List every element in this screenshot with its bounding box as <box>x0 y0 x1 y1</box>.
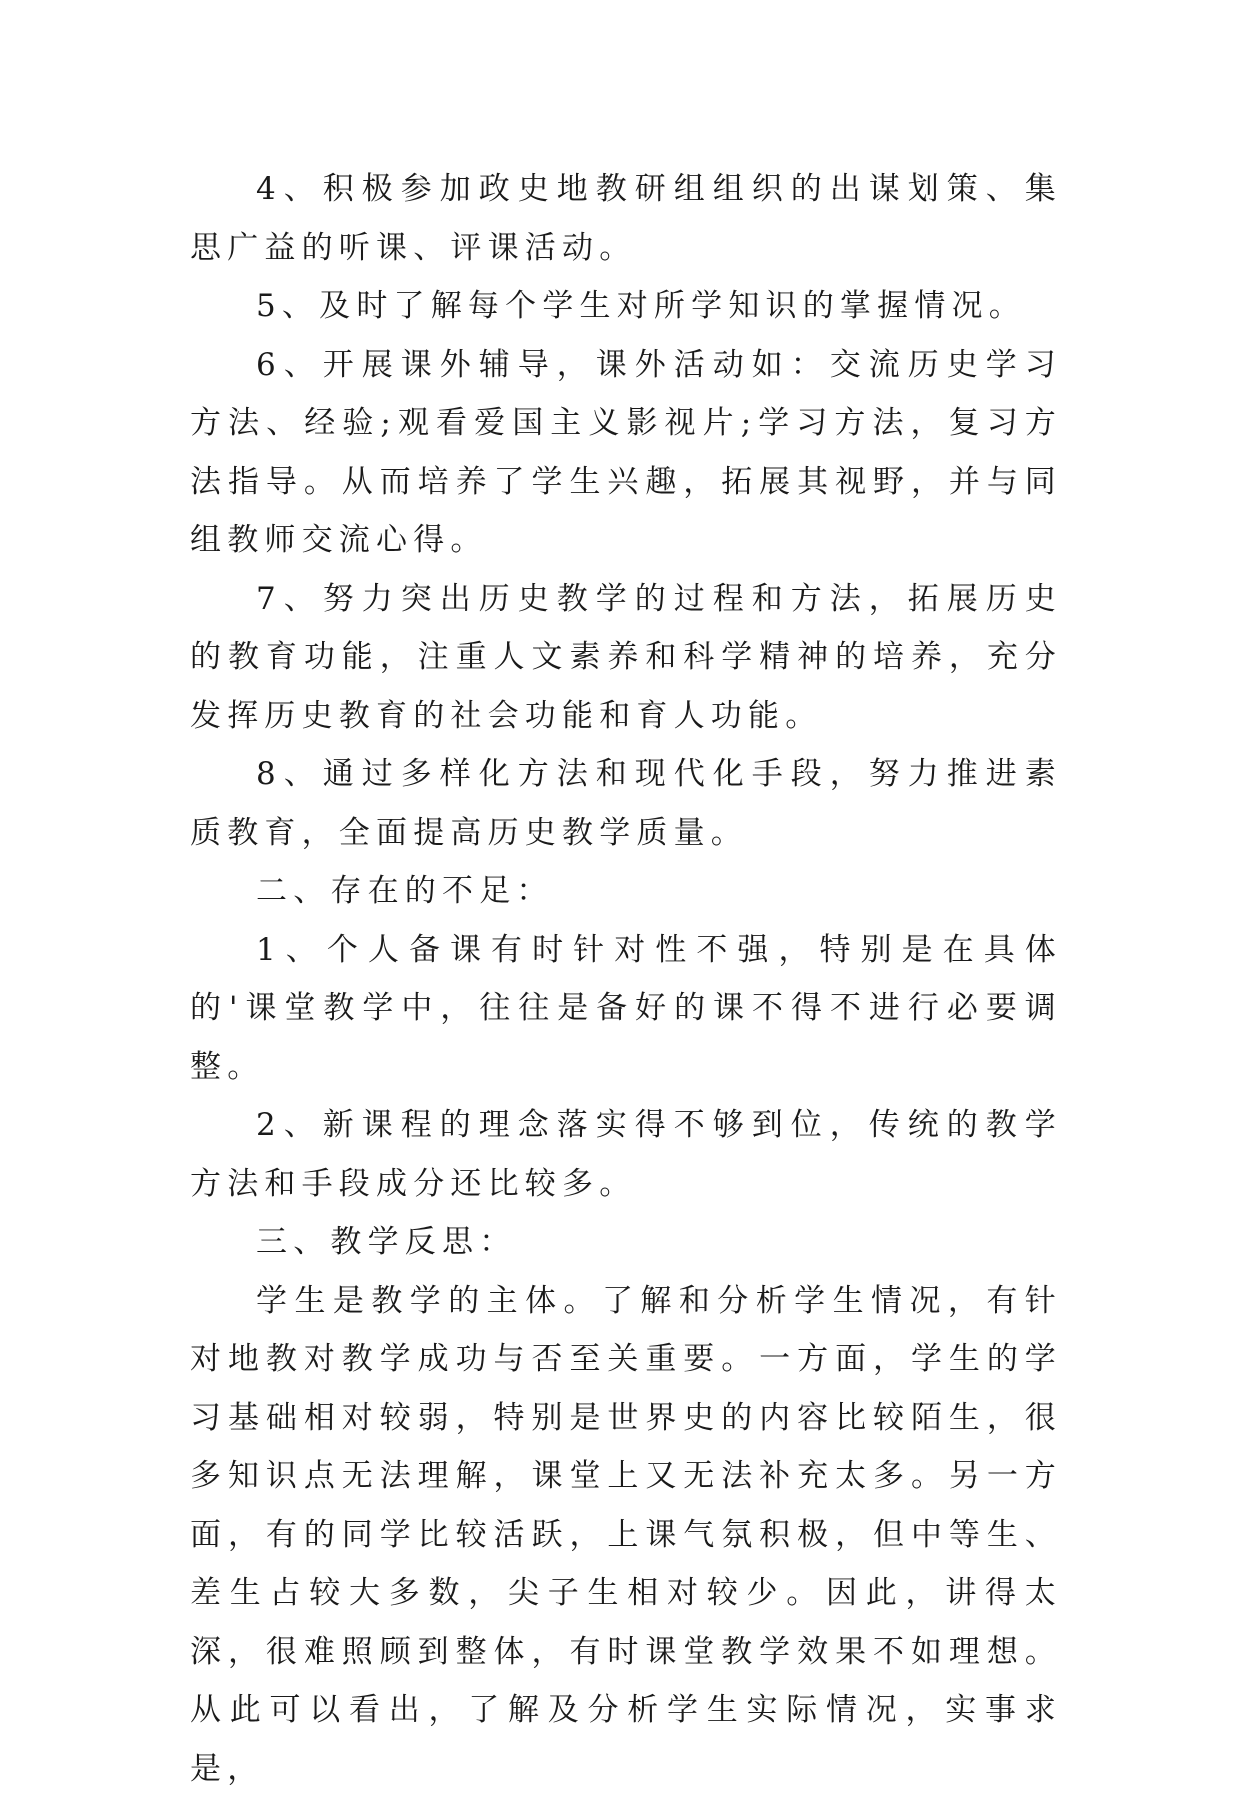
paragraph-item-7: 7、努力突出历史教学的过程和方法，拓展历史的教育功能，注重人文素养和科学精神的培养，充分发挥历史教育的社会功能和育人功能。 <box>190 570 1062 746</box>
reflection-paragraph: 学生是教学的主体。了解和分析学生情况，有针对地教对教学成功与否至关重要。一方面，学生的学习基础相对较弱，特别是世界史的内容比较陌生，很多知识点无法理解，课堂上又无法补充太多。另一方面，有的同学比较活跃，上课气氛积极，但中等生、差生占较大多数，尖子生相对较少。因此，讲得太深，很难照顾到整体，有时课堂教学效果不如理想。从此可以看出，了解及分析学生实际情况，实事求是， <box>190 1272 1062 1798</box>
paragraph-item-5: 5、及时了解每个学生对所学知识的掌握情况。 <box>190 277 1062 336</box>
document-body <box>190 160 1062 1798</box>
shortcoming-item-2: 2、新课程的理念落实得不够到位，传统的教学方法和手段成分还比较多。 <box>190 1096 1062 1213</box>
paragraph-item-8: 8、通过多样化方法和现代化手段，努力推进素质教育，全面提高历史教学质量。 <box>190 745 1062 862</box>
paragraph-item-4: 4、积极参加政史地教研组组织的出谋划策、集思广益的听课、评课活动。 <box>190 160 1062 277</box>
section-heading-shortcomings: 二、存在的不足： <box>190 862 1062 921</box>
section-heading-reflection: 三、教学反思： <box>190 1213 1062 1272</box>
paragraph-item-6: 6、开展课外辅导，课外活动如：交流历史学习方法、经验;观看爱国主义影视片;学习方法，复习方法指导。从而培养了学生兴趣，拓展其视野，并与同组教师交流心得。 <box>190 336 1062 570</box>
shortcoming-item-1: 1、个人备课有时针对性不强，特别是在具体的'课堂教学中，往往是备好的课不得不进行必要调整。 <box>190 921 1062 1097</box>
